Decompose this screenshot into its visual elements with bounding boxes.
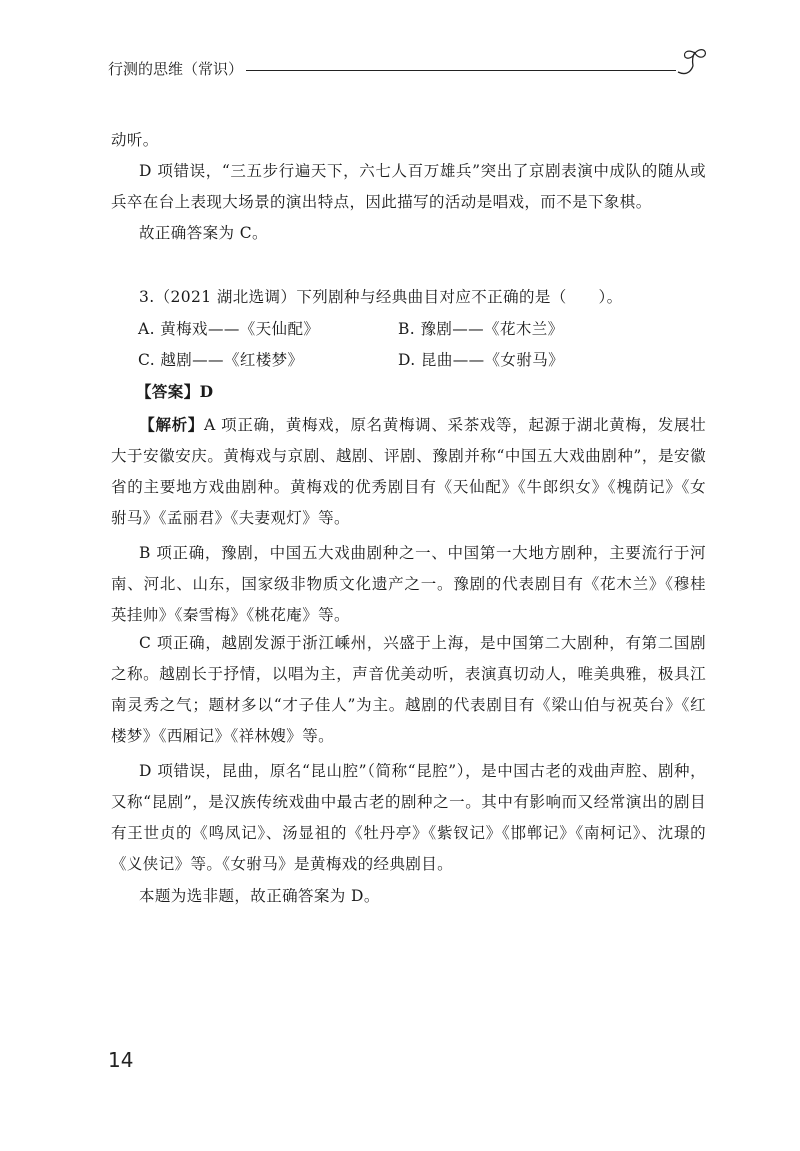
answer-label: 【答案】	[136, 382, 200, 401]
header-divider	[246, 70, 676, 71]
analysis-paragraph-d: D 项错误，昆曲，原名“昆山腔”（简称“昆腔”），是中国古老的戏曲声腔、剧种，又称“昆剧”，是汉族传统戏曲中最古老的剧种之一。其中有影响而又经常演出的剧目有王世贞的《鸣凤记》、汤显祖的《牡丹亭》《紫钗记》《邯郸记》《南柯记》、沈璟的《义侠记》等。《女驸马》是黄梅戏的经典剧目。	[111, 762, 706, 873]
answer-value: D	[199, 382, 214, 401]
analysis-label: 【解析】	[139, 415, 204, 434]
intro-conclusion: 故正确答案为 C。	[139, 224, 268, 242]
sprout-icon	[674, 45, 710, 79]
question-stem: 3.（2021 湖北选调）下列剧种与经典曲目对应不正确的是（ ）。	[139, 288, 623, 306]
analysis-paragraph-a: 【解析】A 项正确，黄梅戏，原名黄梅调、采茶戏等，起源于湖北黄梅，发展壮大于安徽安庆。黄梅戏与京剧、越剧、评剧、豫剧并称“中国五大戏曲剧种”，是安徽省的主要地方戏曲剧种。黄梅戏的优秀剧目有《天仙配》《牛郎织女》《槐荫记》《女驸马》《孟丽君》《夫妻观灯》等。	[111, 415, 706, 527]
answer-line	[136, 381, 213, 403]
option-c: C. 越剧——《红楼梦》	[138, 351, 304, 369]
running-header-title: 行测的思维（常识）	[108, 60, 244, 78]
option-d: D. 昆曲——《女驸马》	[398, 351, 565, 369]
analysis-paragraph-b: B 项正确，豫剧，中国五大戏曲剧种之一、中国第一大地方剧种，主要流行于河南、河北、山东，国家级非物质文化遗产之一。豫剧的代表剧目有《花木兰》《穆桂英挂帅》《秦雪梅》《桃花庵》等。	[111, 544, 706, 624]
analysis-paragraph-c: C 项正确，越剧发源于浙江嵊州，兴盛于上海，是中国第二大剧种，有第二国剧之称。越剧长于抒情，以唱为主，声音优美动听，表演真切动人，唯美典雅，极具江南灵秀之气；题材多以“才子佳人”为主。越剧的代表剧目有《梁山伯与祝英台》《红楼梦》《西厢记》《祥林嫂》等。	[111, 634, 706, 745]
intro-fragment: 动听。	[111, 131, 159, 149]
page-number: 14	[108, 1048, 134, 1072]
running-header	[108, 59, 708, 83]
question-conclusion: 本题为选非题，故正确答案为 D。	[139, 887, 380, 905]
option-b: B. 豫剧——《花木兰》	[398, 320, 564, 338]
option-a: A. 黄梅戏——《天仙配》	[138, 320, 320, 338]
option-d-explanation: D 项错误，“三五步行遍天下，六七人百万雄兵”突出了京剧表演中成队的随从或兵卒在台上表现大场景的演出特点，因此描写的活动是唱戏，而不是下象棋。	[111, 162, 706, 211]
